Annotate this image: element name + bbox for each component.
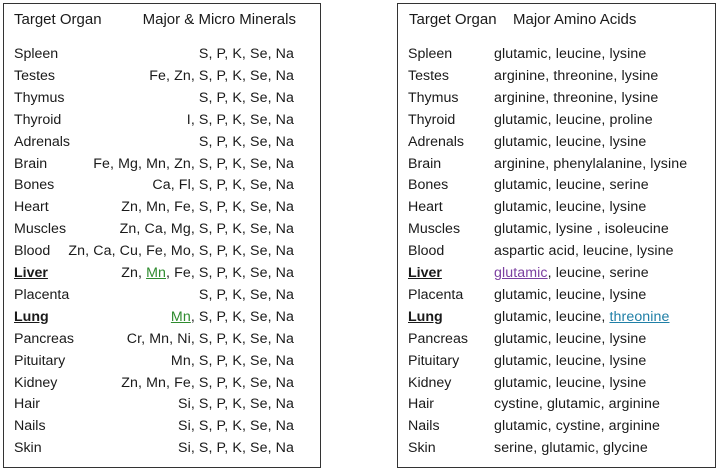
table-row xyxy=(398,350,715,372)
table-row xyxy=(398,218,715,240)
highlighted-value: threonine xyxy=(609,308,670,325)
value-text: Zn, xyxy=(121,265,147,281)
organ-value: Si, S, P, K, Se, Na xyxy=(178,396,294,413)
table-row xyxy=(398,153,715,175)
table-row xyxy=(4,415,320,437)
organ-value: glutamic, leucine, lysine xyxy=(494,46,647,62)
table-row xyxy=(398,109,715,131)
organ-label: Adrenals xyxy=(408,133,464,150)
table-row xyxy=(398,43,715,65)
organ-label: Heart xyxy=(14,199,49,216)
organ-label: Skin xyxy=(408,440,436,457)
table-row xyxy=(4,65,320,87)
table-row xyxy=(4,306,320,328)
organ-value: glutamic, leucine, lysine xyxy=(494,286,647,303)
table-row xyxy=(4,284,320,306)
organ-value xyxy=(121,262,294,284)
value-text: , leucine, serine xyxy=(547,265,649,281)
organ-label: Pituitary xyxy=(408,352,460,369)
organ-value: S, P, K, Se, Na xyxy=(198,286,294,303)
minerals-panel xyxy=(3,3,321,468)
table-row xyxy=(398,415,715,437)
table-row xyxy=(398,131,715,153)
organ-label: Thyroid xyxy=(14,111,62,128)
organ-value xyxy=(494,306,670,328)
table-row xyxy=(398,262,715,284)
organ-value: glutamic, lysine , isoleucine xyxy=(494,221,669,238)
table-row xyxy=(4,372,320,394)
organ-value: S, P, K, Se, Na xyxy=(198,89,294,106)
header-amino-acids: Major Amino Acids xyxy=(513,11,637,28)
organ-label: Bones xyxy=(14,177,55,194)
organ-label: Bones xyxy=(408,177,449,194)
table-row xyxy=(4,328,320,350)
organ-label: Brain xyxy=(408,155,442,172)
organ-value: Zn, Ca, Mg, S, P, K, Se, Na xyxy=(119,221,294,238)
table-row xyxy=(4,109,320,131)
organ-label: Testes xyxy=(408,67,450,84)
organ-value: I, S, P, K, Se, Na xyxy=(186,111,294,128)
table-row xyxy=(398,393,715,415)
organ-label: Spleen xyxy=(14,46,59,62)
organ-value: Si, S, P, K, Se, Na xyxy=(178,440,294,457)
organ-value: S, P, K, Se, Na xyxy=(198,46,294,62)
organ-value: Mn, S, P, K, Se, Na xyxy=(170,352,294,369)
organ-label: Adrenals xyxy=(14,133,70,150)
organ-label: Liver xyxy=(14,265,48,281)
table-row xyxy=(4,218,320,240)
header-minerals: Major & Micro Minerals xyxy=(142,11,296,28)
organ-value: glutamic, leucine, lysine xyxy=(494,374,647,391)
table-row xyxy=(398,306,715,328)
organ-label: Muscles xyxy=(14,221,67,238)
organ-value: cystine, glutamic, arginine xyxy=(494,396,660,413)
table-row xyxy=(4,393,320,415)
table-row xyxy=(398,87,715,109)
organ-value xyxy=(494,262,649,284)
organ-label: Placenta xyxy=(408,286,464,303)
table-row xyxy=(4,437,320,459)
organ-label: Skin xyxy=(14,440,42,457)
organ-label: Nails xyxy=(14,418,46,435)
organ-value: Zn, Ca, Cu, Fe, Mo, S, P, K, Se, Na xyxy=(68,243,294,260)
organ-label: Testes xyxy=(14,67,56,84)
table-row xyxy=(4,240,320,262)
organ-label: Blood xyxy=(14,243,51,260)
organ-value: Cr, Mn, Ni, S, P, K, Se, Na xyxy=(126,330,294,347)
table-row xyxy=(398,328,715,350)
organ-label: Blood xyxy=(408,243,445,260)
table-row xyxy=(4,196,320,218)
organ-value xyxy=(171,306,294,328)
organ-value: glutamic, leucine, proline xyxy=(494,111,653,128)
organ-value: Ca, Fl, S, P, K, Se, Na xyxy=(152,177,294,194)
organ-value: serine, glutamic, glycine xyxy=(494,440,648,457)
table-row xyxy=(398,240,715,262)
table-row xyxy=(4,43,320,65)
organ-value: arginine, threonine, lysine xyxy=(494,67,659,84)
organ-label: Pancreas xyxy=(408,330,468,347)
table-row xyxy=(398,174,715,196)
value-text: , Fe, S, P, K, Se, Na xyxy=(165,265,294,281)
organ-label: Pancreas xyxy=(14,330,74,347)
table-row xyxy=(398,437,715,459)
organ-value: Fe, Zn, S, P, K, Se, Na xyxy=(149,67,294,84)
organ-label: Heart xyxy=(408,199,443,216)
organ-value: S, P, K, Se, Na xyxy=(198,133,294,150)
value-text: , S, P, K, Se, Na xyxy=(190,308,294,325)
organ-label: Kidney xyxy=(408,374,452,391)
organ-value: glutamic, leucine, lysine xyxy=(494,199,647,216)
organ-value: Fe, Mg, Mn, Zn, S, P, K, Se, Na xyxy=(93,155,294,172)
organ-label: Lung xyxy=(14,308,49,325)
organ-value: glutamic, leucine, lysine xyxy=(494,352,647,369)
organ-label: Thymus xyxy=(408,89,459,106)
highlighted-value: Mn xyxy=(146,265,166,281)
organ-value: Zn, Mn, Fe, S, P, K, Se, Na xyxy=(121,374,294,391)
table-row xyxy=(398,372,715,394)
table-row xyxy=(398,196,715,218)
organ-label: Placenta xyxy=(14,286,70,303)
organ-value: arginine, phenylalanine, lysine xyxy=(494,155,688,172)
organ-value: aspartic acid, leucine, lysine xyxy=(494,243,674,260)
organ-value: glutamic, leucine, lysine xyxy=(494,133,647,150)
organ-label: Thymus xyxy=(14,89,65,106)
highlighted-value: Mn xyxy=(170,308,191,325)
organ-value: glutamic, leucine, serine xyxy=(494,177,649,194)
table-row xyxy=(398,284,715,306)
organ-label: Kidney xyxy=(14,374,58,391)
organ-value: Si, S, P, K, Se, Na xyxy=(178,418,294,435)
highlighted-value: glutamic xyxy=(494,265,548,281)
header-target-organ: Target Organ xyxy=(409,11,497,28)
organ-value: arginine, threonine, lysine xyxy=(494,89,659,106)
table-row xyxy=(4,87,320,109)
organ-label: Spleen xyxy=(408,46,453,62)
organ-label: Hair xyxy=(14,396,41,413)
organ-label: Brain xyxy=(14,155,48,172)
table-row xyxy=(4,174,320,196)
organ-value: glutamic, leucine, lysine xyxy=(494,330,647,347)
value-text: glutamic, leucine, xyxy=(494,308,610,325)
table-row xyxy=(4,153,320,175)
table-row xyxy=(4,262,320,284)
organ-value: glutamic, cystine, arginine xyxy=(494,418,660,435)
organ-label: Hair xyxy=(408,396,435,413)
organ-label: Lung xyxy=(408,308,443,325)
header-target-organ: Target Organ xyxy=(14,11,102,28)
organ-value: Zn, Mn, Fe, S, P, K, Se, Na xyxy=(121,199,294,216)
organ-label: Pituitary xyxy=(14,352,66,369)
organ-label: Nails xyxy=(408,418,440,435)
table-row xyxy=(398,65,715,87)
table-row xyxy=(4,350,320,372)
table-row xyxy=(4,131,320,153)
amino-acids-panel xyxy=(397,3,716,468)
organ-label: Liver xyxy=(408,265,442,281)
organ-label: Thyroid xyxy=(408,111,456,128)
organ-label: Muscles xyxy=(408,221,461,238)
